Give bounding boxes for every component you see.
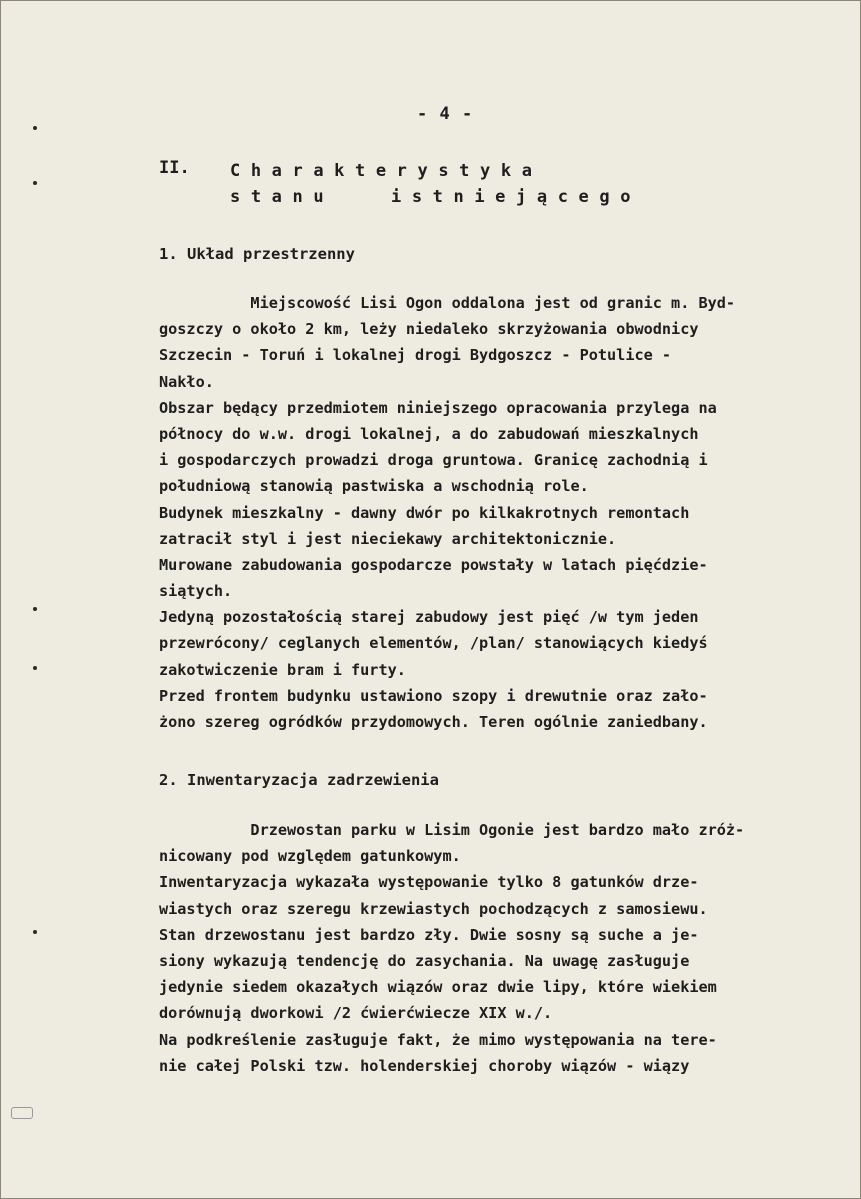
text-line: i gospodarczych prowadzi droga gruntowa. Granicę zachodnią i bbox=[159, 451, 708, 470]
text-line: Drzewostan parku w Lisim Ogonie jest bardzo mało zróż- bbox=[159, 821, 745, 839]
text-line: Nakło. bbox=[159, 372, 214, 391]
page-number: - 4 - bbox=[417, 104, 474, 124]
chapter-title: Charakterystyka stanu istniejącego bbox=[230, 161, 642, 207]
section-2-heading: 2. Inwentaryzacja zadrzewienia bbox=[159, 771, 439, 789]
margin-punch-mark bbox=[33, 930, 37, 934]
section-1-heading: 1. Układ przestrzenny bbox=[159, 245, 355, 263]
section-2-body bbox=[159, 817, 744, 1079]
text-line: Na podkreślenie zasługuje fakt, że mimo występowania na tere- bbox=[159, 1030, 717, 1049]
text-line: Przed frontem budynku ustawiono szopy i drewutnie oraz zało- bbox=[159, 686, 708, 705]
text-line: Miejscowość Lisi Ogon oddalona jest od granic m. Byd- bbox=[159, 294, 736, 312]
text-line: nicowany pod względem gatunkowym. bbox=[159, 847, 461, 866]
text-line: żono szereg ogródków przydomowych. Teren ogólnie zaniedbany. bbox=[159, 713, 708, 731]
text-line: południową stanowią pastwiska a wschodnią role. bbox=[159, 477, 589, 496]
text-line: siątych. bbox=[159, 582, 233, 601]
text-line: Murowane zabudowania gospodarcze powstały w latach pięćdzie- bbox=[159, 555, 708, 574]
margin-punch-mark bbox=[33, 666, 37, 670]
page-stamp-mark bbox=[11, 1107, 33, 1119]
text-line: Inwentaryzacja wykazała występowanie tylko 8 gatunków drze- bbox=[159, 873, 699, 892]
margin-punch-mark bbox=[33, 607, 37, 611]
text-line: zakotwiczenie bram i furty. bbox=[159, 660, 406, 679]
text-line: Jedyną pozostałością starej zabudowy jest pięć /w tym jeden bbox=[159, 608, 699, 627]
margin-punch-mark bbox=[33, 181, 37, 185]
section-1-body bbox=[159, 290, 735, 735]
text-line: siony wykazują tendencję do zasychania. Na uwagę zasługuje bbox=[159, 951, 690, 970]
text-line: jedynie siedem okazałych wiązów oraz dwie lipy, które wiekiem bbox=[159, 978, 717, 997]
text-line: nie całej Polski tzw. holenderskiej choroby wiązów - wiązy bbox=[159, 1056, 690, 1075]
text-line: północy do w.w. drogi lokalnej, a do zabudowań mieszkalnych bbox=[159, 424, 699, 443]
text-line: przewrócony/ ceglanych elementów, /plan/ stanowiących kiedyś bbox=[159, 634, 708, 653]
text-line: goszczy o około 2 km, leży niedaleko skrzyżowania obwodnicy bbox=[159, 320, 699, 339]
text-line: Stan drzewostanu jest bardzo zły. Dwie sosny są suche a je- bbox=[159, 925, 699, 944]
text-line: dorównują dworkowi /2 ćwierćwiecze XIX w./. bbox=[159, 1004, 553, 1023]
margin-punch-mark bbox=[33, 126, 37, 130]
text-line: Obszar będący przedmiotem niniejszego opracowania przylega na bbox=[159, 398, 717, 417]
chapter-number: II. bbox=[159, 158, 190, 178]
text-line: Szczecin - Toruń i lokalnej drogi Bydgoszcz - Potulice - bbox=[159, 346, 672, 365]
text-line: zatracił styl i jest nieciekawy architektonicznie. bbox=[159, 529, 617, 548]
text-line: wiastych oraz szeregu krzewiastych pochodzących z samosiewu. bbox=[159, 899, 708, 918]
text-line: Budynek mieszkalny - dawny dwór po kilkakrotnych remontach bbox=[159, 503, 690, 522]
